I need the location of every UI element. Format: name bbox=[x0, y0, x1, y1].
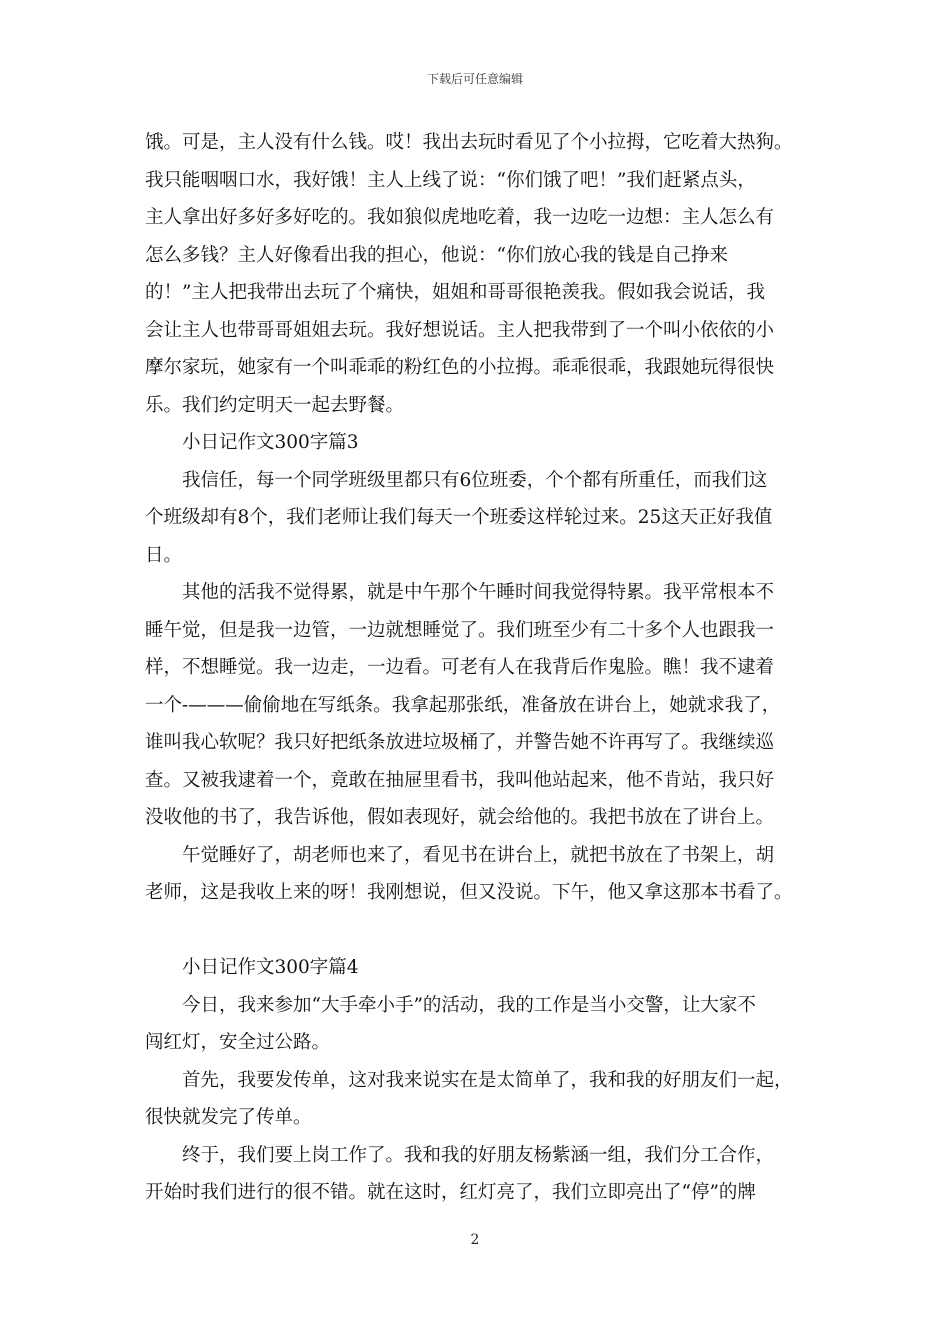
page-number: 2 bbox=[470, 1232, 480, 1248]
section-heading: 小日记作文300字篇3 bbox=[182, 432, 359, 453]
text-line: 终于，我们要上岗工作了。我和我的好朋友杨紫涵一组，我们分工合作， bbox=[182, 1144, 775, 1166]
text-line: 我信任，每一个同学班级里都只有6位班委，个个都有所重任，而我们这 bbox=[182, 469, 768, 491]
text-line: 一个-———偷偷地在写纸条。我拿起那张纸，准备放在讲台上，她就求我了， bbox=[145, 694, 781, 716]
text-line: 没收他的书了，我告诉他，假如表现好，就会给他的。我把书放在了讲台上。 bbox=[145, 807, 775, 828]
text-line: 今日，我来参加“大手牵小手”的活动，我的工作是当小交警，让大家不 bbox=[182, 994, 756, 1016]
text-line: 我只能咽咽口水，我好饿！主人上线了说：“你们饿了吧！”我们赶紧点头， bbox=[145, 169, 756, 191]
text-line: 查。又被我逮着一个，竟敢在抽屉里看书，我叫他站起来，他不肯站，我只好 bbox=[145, 769, 775, 791]
page-header: 下载后可任意编辑 bbox=[426, 72, 523, 86]
text-line: 主人拿出好多好多好吃的。我如狼似虎地吃着，我一边吃一边想：主人怎么有 bbox=[145, 207, 775, 228]
document-body bbox=[145, 124, 815, 1212]
text-line: 样，不想睡觉。我一边走，一边看。可老有人在我背后作鬼脸。瞧！我不逮着 bbox=[145, 657, 775, 678]
section-heading: 小日记作文300字篇4 bbox=[182, 957, 359, 978]
text-line: 乐。我们约定明天一起去野餐。 bbox=[145, 394, 405, 416]
text-line: 其他的活我不觉得累，就是中午那个午睡时间我觉得特累。我平常根本不 bbox=[182, 582, 775, 603]
text-line: 饿。可是，主人没有什么钱。哎！我出去玩时看见了个小拉拇，它吃着大热狗。 bbox=[145, 132, 793, 153]
text-line: 摩尔家玩，她家有一个叫乖乖的粉红色的小拉拇。乖乖很乖，我跟她玩得很快 bbox=[145, 357, 775, 378]
text-line: 谁叫我心软呢？我只好把纸条放进垃圾桶了，并警告她不许再写了。我继续巡 bbox=[145, 732, 775, 753]
text-line: 闯红灯，安全过公路。 bbox=[145, 1032, 331, 1053]
text-line: 很快就发完了传单。 bbox=[145, 1107, 312, 1128]
text-line: 怎么多钱？主人好像看出我的担心，他说：“你们放心我的钱是自己挣来 bbox=[145, 244, 728, 266]
text-line: 午觉睡好了，胡老师也来了，看见书在讲台上，就把书放在了书架上，胡 bbox=[182, 844, 775, 866]
text-line: 老师，这是我收上来的呀！我刚想说，但又没说。下午，他又拿这那本书看了。 bbox=[145, 882, 793, 903]
text-line: 睡午觉，但是我一边管，一边就想睡觉了。我们班至少有二十多个人也跟我一 bbox=[145, 619, 775, 641]
text-line: 日。 bbox=[145, 544, 183, 566]
text-line: 的！”主人把我带出去玩了个痛快，姐姐和哥哥很艳羡我。假如我会说话，我 bbox=[145, 282, 765, 303]
text-line: 会让主人也带哥哥姐姐去玩。我好想说话。主人把我带到了一个叫小依依的小 bbox=[145, 319, 775, 341]
text-line: 个班级却有8个，我们老师让我们每天一个班委这样轮过来。25这天正好我值 bbox=[145, 507, 773, 528]
blank-line bbox=[145, 912, 815, 950]
text-line: 开始时我们进行的很不错。就在这时，红灯亮了，我们立即亮出了“停”的牌 bbox=[145, 1182, 756, 1203]
text-line: 首先，我要发传单，这对我来说实在是太简单了，我和我的好朋友们一起， bbox=[182, 1069, 793, 1091]
